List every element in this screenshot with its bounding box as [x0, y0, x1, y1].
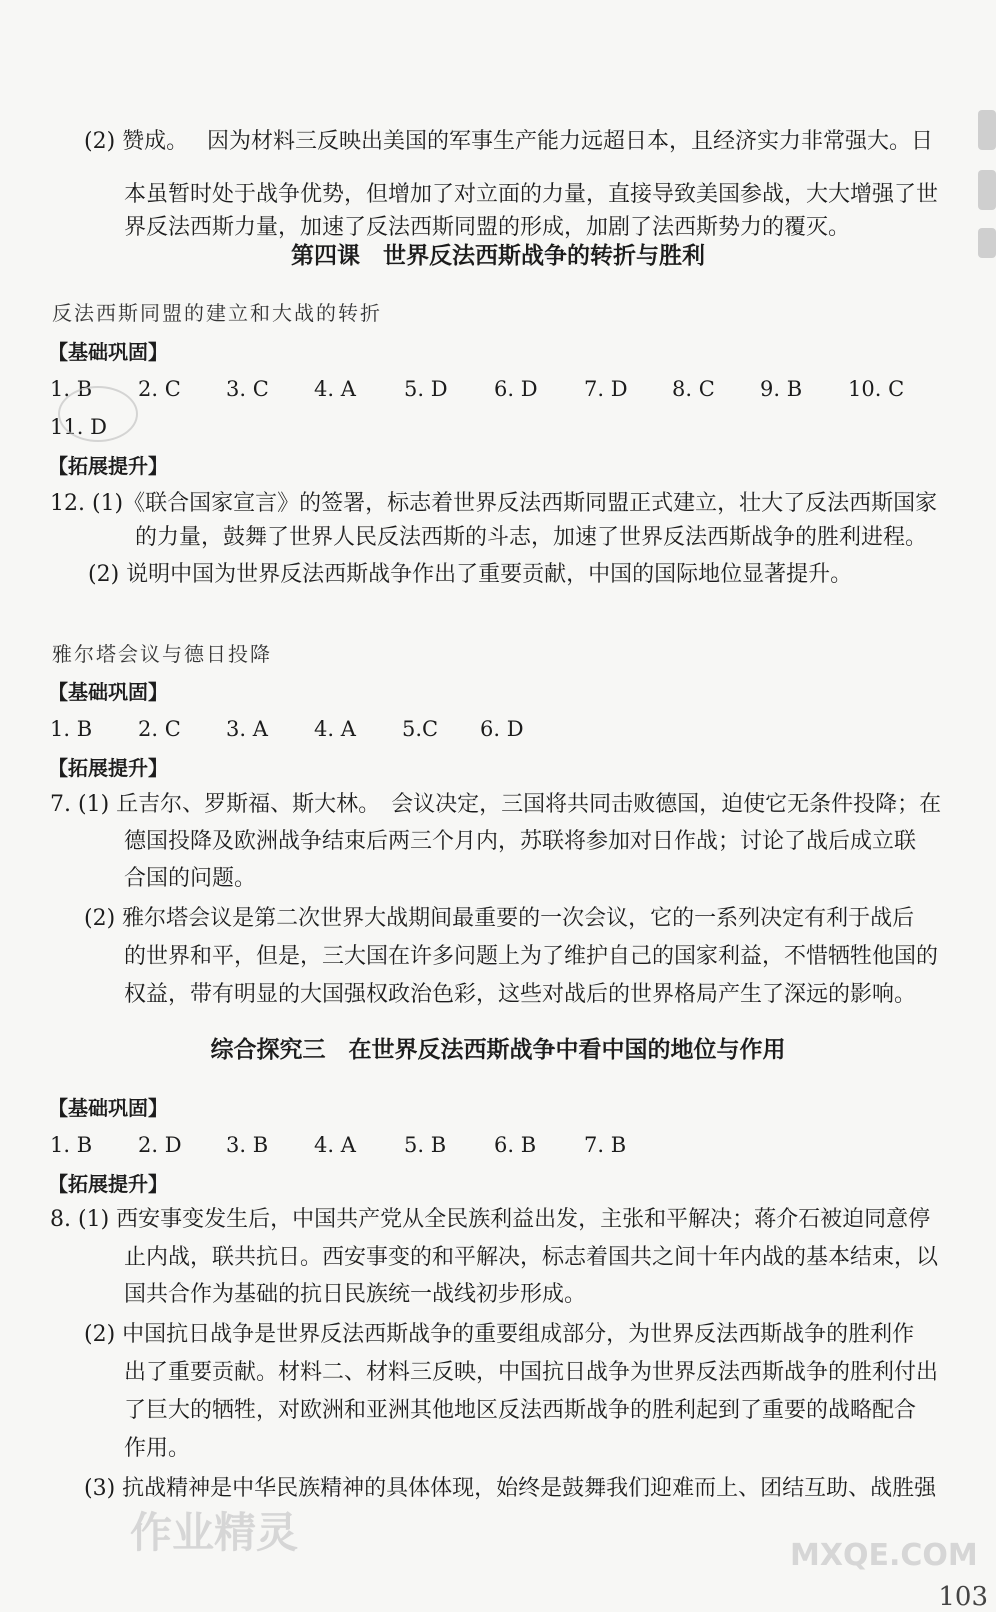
answer-item: 1. B	[50, 377, 93, 401]
page-number: 103	[938, 1582, 988, 1612]
q8-text-line: 止内战，联共抗日。西安事变的和平解决，标志着国共之间十年内战的基本结束，以	[124, 1245, 939, 1270]
extension-tag: 【拓展提升】	[48, 454, 168, 478]
answer-item: 5. D	[404, 377, 448, 401]
section-subtitle: 雅尔塔会议与德日投降	[52, 642, 272, 666]
q8-text-line: (3) 抗战精神是中华民族精神的具体体现，始终是鼓舞我们迎难而上、团结互助、战胜强	[84, 1476, 937, 1501]
q12-text-line: (2) 说明中国为世界反法西斯战争作出了重要贡献，中国的国际地位显著提升。	[88, 562, 853, 587]
q7-text-line: 德国投降及欧洲战争结束后两三个月内，苏联将参加对日作战；讨论了战后成立联	[124, 829, 917, 854]
basic-tag: 【基础巩固】	[48, 340, 168, 364]
answer-item: 4. A	[314, 1133, 356, 1157]
answer-item: 4. A	[314, 377, 356, 401]
q7-text-line: 7. (1) 丘吉尔、罗斯福、斯大林。 会议决定，三国将共同击败德国，迫使它无条件投降；在	[50, 792, 942, 817]
basic-tag: 【基础巩固】	[48, 680, 168, 704]
answer-item: 10. C	[848, 377, 905, 401]
q7-text-line: 的世界和平，但是，三大国在许多问题上为了维护自己的国家利益，不惜牺牲他国的	[124, 944, 939, 969]
q12-text-line: 12. (1)《联合国家宣言》的签署，标志着世界反法西斯同盟正式建立，壮大了反法西斯国家	[50, 491, 938, 516]
answer-item: 3. C	[226, 377, 269, 401]
answer-item: 9. B	[760, 377, 803, 401]
q2-label: (2) 赞成。	[84, 129, 189, 154]
answer-item: 2. C	[138, 377, 181, 401]
watermark-text: MXQE.COM	[790, 1538, 978, 1573]
answer-row	[50, 374, 918, 404]
answer-item: 2. C	[138, 717, 181, 741]
basic-tag: 【基础巩固】	[48, 1096, 168, 1120]
answer-item: 1. B	[50, 1133, 93, 1157]
q7-text-line: 权益，带有明显的大国强权政治色彩，这些对战后的世界格局产生了深远的影响。	[124, 982, 917, 1007]
q8-text-line: 作用。	[124, 1436, 191, 1461]
q7-text-line: (2) 雅尔塔会议是第二次世界大战期间最重要的一次会议，它的一系列决定有利于战后	[84, 906, 915, 931]
answer-item: 11. D	[50, 415, 107, 439]
answer-item: 7. B	[584, 1133, 627, 1157]
q7-text-line: 合国的问题。	[124, 866, 257, 891]
q8-text-line: (2) 中国抗日战争是世界反法西斯战争的重要组成部分，为世界反法西斯战争的胜利作	[84, 1322, 915, 1347]
inquiry3-title: 综合探究三 在世界反法西斯战争中看中国的地位与作用	[210, 1037, 786, 1063]
q8-text-line: 8. (1) 西安事变发生后，中国共产党从全民族利益出发，主张和平解决；蒋介石被迫同意停	[50, 1207, 931, 1232]
answer-item: 7. D	[584, 377, 628, 401]
q8-text-line: 国共合作为基础的抗日民族统一战线初步形成。	[124, 1282, 587, 1307]
section-subtitle: 反法西斯同盟的建立和大战的转折	[52, 301, 382, 325]
extension-tag: 【拓展提升】	[48, 756, 168, 780]
answer-item: 3. B	[226, 1133, 269, 1157]
q2-text-line: 本虽暂时处于战争优势，但增加了对立面的力量，直接导致美国参战，大大增强了世	[124, 182, 939, 207]
answer-row	[50, 1130, 654, 1160]
q12-text-line: 的力量，鼓舞了世界人民反法西斯的斗志，加速了世界反法西斯战争的胜利进程。	[135, 525, 928, 550]
answer-item: 2. D	[138, 1133, 182, 1157]
answer-item: 1. B	[50, 717, 93, 741]
watermark-text: 作业精灵	[130, 1508, 299, 1557]
stamp-icon	[58, 386, 138, 442]
answer-item: 5. B	[404, 1133, 447, 1157]
answer-item: 4. A	[314, 717, 356, 741]
answer-item: 6. B	[494, 1133, 537, 1157]
binding-mark	[978, 110, 996, 150]
answer-row	[50, 714, 550, 744]
q8-text-line: 出了重要贡献。材料二、材料三反映，中国抗日战争为世界反法西斯战争的胜利付出	[124, 1360, 939, 1385]
q2-text-line: 因为材料三反映出美国的军事生产能力远超日本，且经济实力非常强大。日	[207, 129, 934, 154]
answer-item: 5.C	[402, 717, 439, 741]
extension-tag: 【拓展提升】	[48, 1172, 168, 1196]
answer-item: 8. C	[672, 377, 715, 401]
answer-item: 6. D	[480, 717, 524, 741]
answer-item: 3. A	[226, 717, 268, 741]
answer-item: 6. D	[494, 377, 538, 401]
q8-text-line: 了巨大的牺牲，对欧洲和亚洲其他地区反法西斯战争的胜利起到了重要的战略配合	[124, 1398, 917, 1423]
binding-mark	[978, 170, 996, 210]
q2-text-line: 界反法西斯力量，加速了反法西斯同盟的形成，加剧了法西斯势力的覆灭。	[124, 215, 851, 240]
lesson4-title: 第四课 世界反法西斯战争的转折与胜利	[291, 243, 705, 269]
